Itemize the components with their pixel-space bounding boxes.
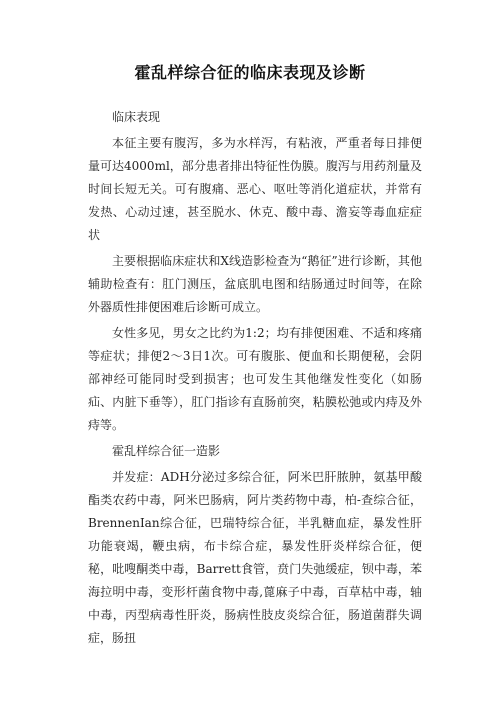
section-heading-imaging: 霍乱样综合征一造影 <box>112 444 221 458</box>
section-heading-clinical: 临床表现 <box>112 110 161 124</box>
paragraph-epidemiology: 女性多见，男女之比约为1:2；均有排便困难、不适和疼痛等症状；排便2～3日1次。可有腹胀、便血和长期便秘，会阴部神经可能同时受到损害；也可发生其他继发性变化（如肠疝、内脏下垂等），肛门指诊有直肠前突，粘膜松弛或内痔及外痔等。 <box>88 326 422 432</box>
document-body <box>88 106 422 653</box>
paragraph-symptoms: 本征主要有腹泻，多为水样泻，有粘液，严重者每日排便量可达4000ml，部分患者排出特征性伪膜。腹泻与用药剂量及时间长短无关。可有腹痛、恶心、呕吐等消化道症状，并常有发热、心动过速，甚至脱水、休克、酸中毒、澹妄等毒血症症状 <box>88 136 422 242</box>
paragraph-complications: 并发症：ADH分泌过多综合征，阿米巴肝脓肿，氨基甲酸酯类农药中毒，阿米巴肠病，阿片类药物中毒，柏-查综合征，BrennenIan综合征，巴瑞特综合征，半乳糖血症，暴发性肝功能衰竭，鞭虫病，布卡综合症，暴发性肝炎样综合征，便秘，吡嗖酮类中毒，Barrett食管，贲门失弛缓症，钡中毒，苯海拉明中毒，变形杆菌食物中毒,蓖麻子中毒，百草枯中毒，轴中毒，丙型病毒性肝炎，肠病性肢皮炎综合征，肠道菌群失调症，肠扭 <box>88 470 422 645</box>
document-title: 霍乱样综合征的临床表现及诊断 <box>134 63 366 82</box>
paragraph-diagnosis: 主要根据临床症状和X线造影检查为“鹅征”进行诊断，其他辅助检查有：肛门测压，盆底肌电图和结肠通过时间等，在除外器质性排便困难后诊断可成立。 <box>88 254 422 314</box>
